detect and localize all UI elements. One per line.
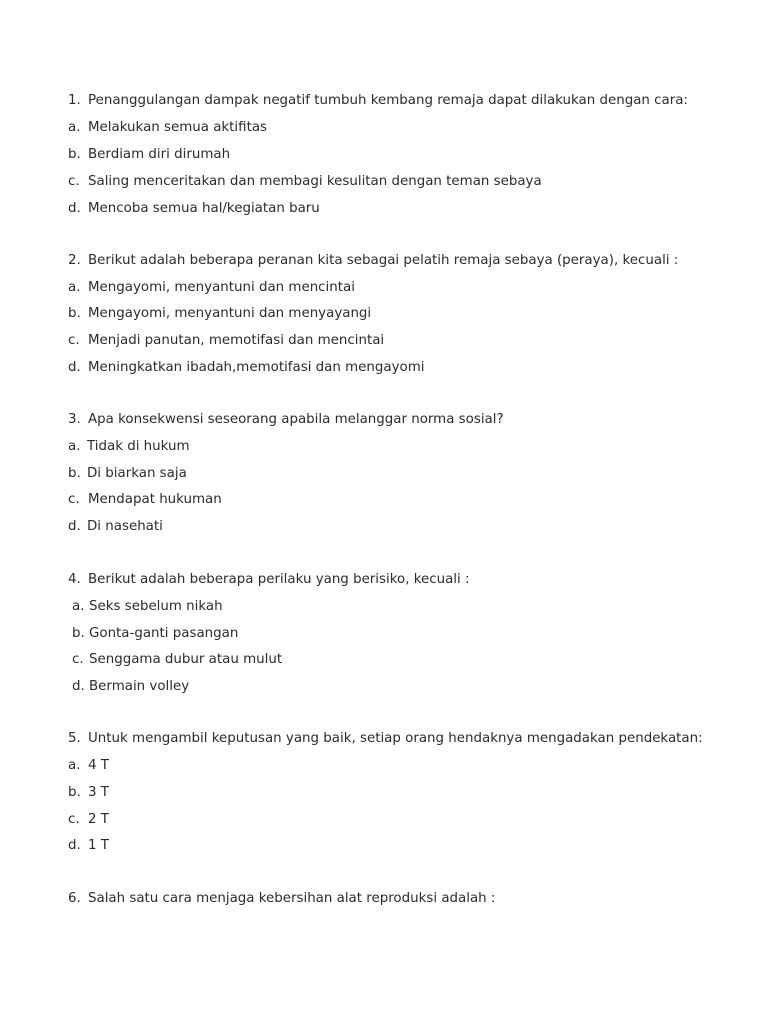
option-letter: b. bbox=[68, 785, 81, 800]
option-text: Di nasehati bbox=[87, 519, 163, 534]
option-text: 1 T bbox=[88, 838, 109, 853]
option-text: Mengayomi, menyantuni dan mencintai bbox=[88, 280, 355, 295]
question-number: 2. bbox=[68, 253, 81, 268]
option-text: Berdiam diri dirumah bbox=[88, 147, 231, 162]
option-letter: d. bbox=[68, 360, 81, 375]
option-letter: a. bbox=[72, 599, 85, 614]
option-text: Seks sebelum nikah bbox=[89, 599, 223, 614]
option-text: Meningkatkan ibadah,memotifasi dan mengayomi bbox=[88, 360, 425, 375]
option-letter: b. bbox=[68, 466, 81, 481]
option-letter: d. bbox=[68, 519, 81, 534]
option-text: Menjadi panutan, memotifasi dan mencintai bbox=[88, 333, 385, 348]
question-text: Berikut adalah beberapa perilaku yang berisiko, kecuali : bbox=[88, 572, 470, 587]
option-letter: c. bbox=[68, 492, 80, 507]
option-letter: c. bbox=[68, 333, 80, 348]
question-text: Untuk mengambil keputusan yang baik, setiap orang hendaknya mengadakan pendekatan: bbox=[88, 731, 703, 746]
option-letter: d. bbox=[68, 838, 81, 853]
option-text: 4 T bbox=[88, 758, 109, 773]
question-text: Penanggulangan dampak negatif tumbuh kembang remaja dapat dilakukan dengan cara: bbox=[88, 93, 688, 108]
question-number: 1. bbox=[68, 93, 81, 108]
option-text: Senggama dubur atau mulut bbox=[89, 652, 283, 667]
question-number: 6. bbox=[68, 891, 81, 906]
question-number: 5. bbox=[68, 731, 81, 746]
option-letter: b. bbox=[68, 306, 81, 321]
option-text: Saling menceritakan dan membagi kesulitan dengan teman sebaya bbox=[88, 174, 542, 189]
option-letter: a. bbox=[68, 758, 81, 773]
question-text: Salah satu cara menjaga kebersihan alat reproduksi adalah : bbox=[88, 891, 496, 906]
option-letter: c. bbox=[72, 652, 84, 667]
question-number: 3. bbox=[68, 412, 81, 427]
question-text: Berikut adalah beberapa peranan kita sebagai pelatih remaja sebaya (peraya), kecuali : bbox=[88, 253, 679, 268]
option-letter: c. bbox=[68, 174, 80, 189]
option-letter: a. bbox=[68, 280, 81, 295]
option-text: 3 T bbox=[88, 785, 109, 800]
option-text: Bermain volley bbox=[89, 679, 190, 694]
option-letter: c. bbox=[68, 812, 80, 827]
question-number: 4. bbox=[68, 572, 81, 587]
option-text: Mendapat hukuman bbox=[88, 492, 222, 507]
option-text: Tidak di hukum bbox=[87, 439, 190, 454]
option-text: Mencoba semua hal/kegiatan baru bbox=[88, 201, 320, 216]
option-letter: d. bbox=[72, 679, 85, 694]
option-text: 2 T bbox=[88, 812, 109, 827]
option-letter: a. bbox=[68, 439, 81, 454]
question-6 bbox=[68, 891, 496, 955]
option-text: Di biarkan saja bbox=[87, 466, 187, 481]
option-text: Melakukan semua aktifitas bbox=[88, 120, 268, 135]
option-letter: b. bbox=[72, 626, 85, 641]
option-text: Gonta-ganti pasangan bbox=[89, 626, 239, 641]
option-text: Mengayomi, menyantuni dan menyayangi bbox=[88, 306, 372, 321]
option-letter: b. bbox=[68, 147, 81, 162]
option-letter: d. bbox=[68, 201, 81, 216]
option-letter: a. bbox=[68, 120, 81, 135]
question-text: Apa konsekwensi seseorang apabila melanggar norma sosial? bbox=[88, 412, 504, 427]
